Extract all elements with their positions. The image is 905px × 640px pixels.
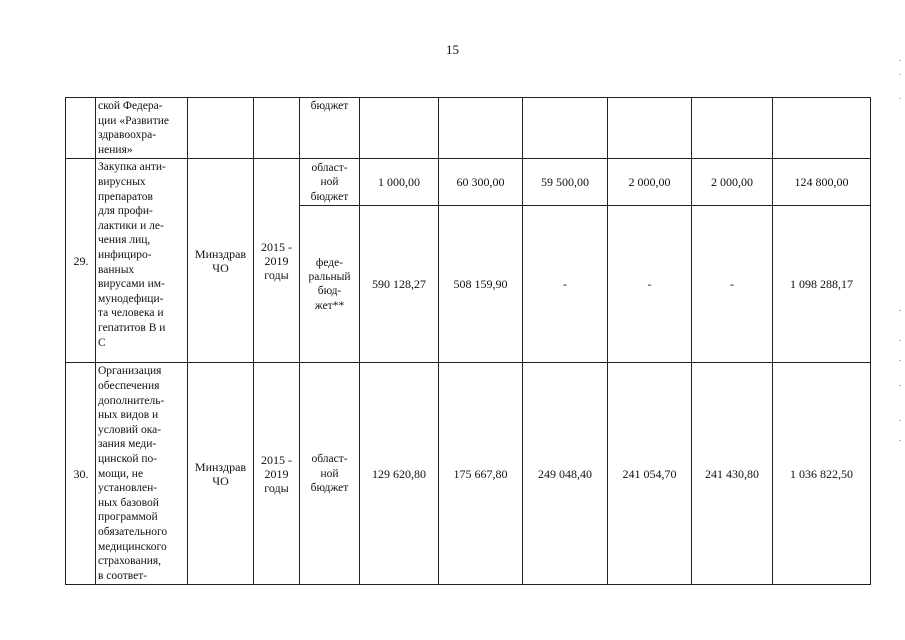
period-cell: 2015 - 2019 годы [254, 159, 300, 363]
total-cell: 1 098 288,17 [773, 206, 871, 363]
funding-source-cell: бюджет [300, 98, 360, 159]
row-number: 29. [66, 159, 96, 363]
value-cell: 59 500,00 [523, 159, 608, 206]
measure-name-cell: Закупка анти- вирусных препаратов для профи- лактики и ле- чения лиц, инфициро- ванных вирусами им- мунодефици- та человека и гепатитов В и С [96, 159, 188, 363]
table-row [66, 363, 871, 585]
program-table [65, 97, 871, 585]
total-cell: 124 800,00 [773, 159, 871, 206]
value-cell [692, 98, 773, 159]
value-cell: - [692, 206, 773, 363]
value-cell: 590 128,27 [360, 206, 439, 363]
funding-source-cell: феде- ральный бюд- жет** [300, 206, 360, 363]
executor-cell [188, 98, 254, 159]
value-cell: 60 300,00 [439, 159, 523, 206]
value-cell: 249 048,40 [523, 363, 608, 585]
period-cell: 2015 - 2019 годы [254, 363, 300, 585]
value-cell: 241 054,70 [608, 363, 692, 585]
value-cell [608, 98, 692, 159]
value-cell: 1 000,00 [360, 159, 439, 206]
value-cell: 241 430,80 [692, 363, 773, 585]
value-cell: 175 667,80 [439, 363, 523, 585]
row-number: 30. [66, 363, 96, 585]
period-cell [254, 98, 300, 159]
total-cell [773, 98, 871, 159]
value-cell: - [608, 206, 692, 363]
measure-name-cell: ской Федера- ции «Развитие здравоохра- нения» [96, 98, 188, 159]
row-number-cell [66, 98, 96, 159]
measure-name-cell: Организация обеспечения дополнитель- ных видов и условий ока- зания меди- цинской по- мощи, не установлен- ных базовой программой обязательного медицинского страхования, в соответ- [96, 363, 188, 585]
total-cell: 1 036 822,50 [773, 363, 871, 585]
funding-source-cell: област- ной бюджет [300, 159, 360, 206]
funding-source-cell: област- ной бюджет [300, 363, 360, 585]
executor-cell: Минздрав ЧО [188, 159, 254, 363]
value-cell: 2 000,00 [692, 159, 773, 206]
value-cell [360, 98, 439, 159]
scan-edge-marks [897, 40, 901, 460]
value-cell [523, 98, 608, 159]
page-number: 15 [446, 42, 459, 57]
executor-cell: Минздрав ЧО [188, 363, 254, 585]
value-cell [439, 98, 523, 159]
value-cell: 129 620,80 [360, 363, 439, 585]
value-cell: 508 159,90 [439, 206, 523, 363]
table-row [66, 98, 871, 159]
table-row [66, 159, 871, 206]
value-cell: 2 000,00 [608, 159, 692, 206]
value-cell: - [523, 206, 608, 363]
